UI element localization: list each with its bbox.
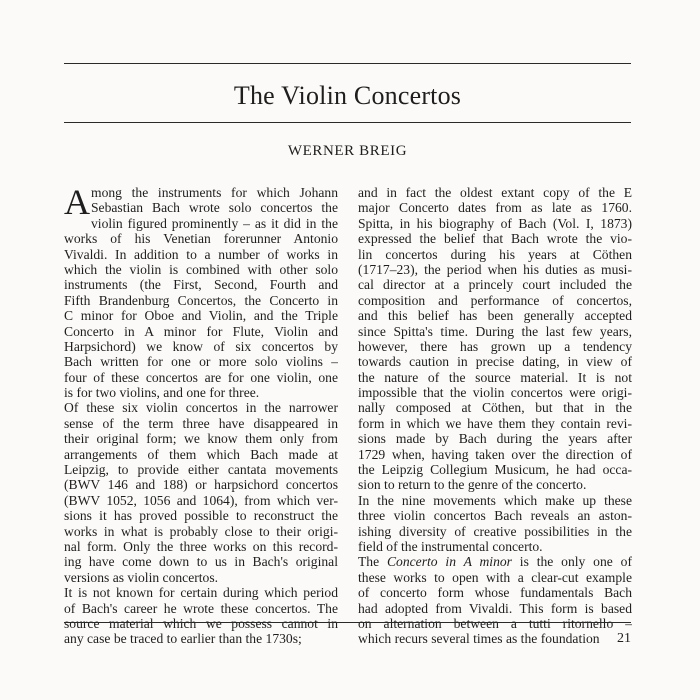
title-rule <box>64 122 631 123</box>
page-title: The Violin Concertos <box>233 81 462 110</box>
text-line: (BWV 1052, 1056 and 1064), from which ver- <box>64 492 338 508</box>
text-line: arrangements of them which Bach made at <box>64 446 338 462</box>
text-line: four of these concertos are for one violin, one <box>64 369 338 385</box>
text-line: Spitta, in his biography of Bach (Vol. I, 1873) <box>358 215 632 231</box>
text-line: (BWV 146 and 188) or harpsichord concertos <box>64 477 338 493</box>
work-title: Concerto in A minor <box>386 554 512 570</box>
text-line: which recurs several times as the foundation <box>358 631 600 647</box>
text-line: their original form; we know them only from <box>64 431 338 447</box>
text-line: Leipzig, to provide either cantata movements <box>64 462 338 478</box>
left-column <box>64 182 338 647</box>
text-line: It is not known for certain during which period <box>64 585 338 601</box>
page-number: 21 <box>617 631 631 646</box>
text-line: sion to return to the genre of the concerto. <box>358 477 587 493</box>
text-line: Sebastian Bach wrote solo concertos the <box>91 200 338 216</box>
text-line: three violin concertos Bach reveals an aston- <box>358 508 632 524</box>
text-line: mong the instruments for which Johann <box>91 185 338 200</box>
text-line: Of these six violin concertos in the narrower <box>64 400 338 416</box>
text-line: works in what is probably close to their origi- <box>64 523 338 539</box>
text-line: Vivaldi. In addition to a number of works in <box>64 246 338 262</box>
text-line: the nature of the source material. It is not <box>358 369 632 385</box>
text-line: nally composed at Cöthen, but that in the <box>358 400 632 416</box>
text-line: composition and performance of concertos, <box>358 292 632 308</box>
text-line: versions as violin concertos. <box>64 569 219 585</box>
author-name: WERNER BREIG <box>287 143 408 159</box>
text-line: towards caution in precise dating, in view of <box>358 354 632 370</box>
text-line: violin figured prominently – as it did in the <box>91 215 338 231</box>
text-line: form in which we have them they contain revi- <box>358 415 632 431</box>
text-line: sense of the term three have disappeared in <box>64 415 338 431</box>
text-line: Harpsichord) we know of six concertos by <box>64 338 338 354</box>
text-line: C minor for Oboe and Violin, and the Triple <box>64 308 338 324</box>
text-line: cal director at a princely court included the <box>358 277 632 293</box>
text-line: on alternation between a tutti ritornello – <box>358 615 632 631</box>
text-line: impossible that the violin concertos were origi- <box>358 385 632 401</box>
text-line: of Bach's career he wrote these concertos. The <box>64 600 338 616</box>
text-line: Bach written for one or more solo violins – <box>64 354 338 370</box>
text-line: of concerto form whose fundamentals Bach <box>358 585 632 601</box>
bottom-rule <box>64 622 631 623</box>
text-line: instruments (the First, Second, Fourth and <box>64 277 338 293</box>
text-line: these works to open with a clear-cut example <box>358 569 632 585</box>
text-line: works of his Venetian forerunner Antonio <box>64 231 338 247</box>
text-line: field of the instrumental concerto. <box>358 538 543 554</box>
text-line: is for two violins, and one for three. <box>64 385 260 401</box>
text-line: sions it has proved possible to reconstruct the <box>64 508 338 524</box>
text-line: ing have come down to us in Bach's original <box>64 554 338 570</box>
text-line: lin concertos during his years at Cöthen <box>358 246 632 262</box>
text-line: and in fact the oldest extant copy of the E <box>358 185 632 200</box>
right-column <box>358 185 632 647</box>
text-line: expressed the belief that Bach wrote the vio- <box>358 231 632 247</box>
text-line: sions made by Bach during the years after <box>358 431 632 447</box>
top-rule <box>64 63 631 64</box>
text-line: Concerto in A minor for Flute, Violin and <box>64 323 338 339</box>
text-line: source material which we possess cannot in <box>64 615 338 631</box>
text-line: In the nine movements which make up these <box>358 492 632 508</box>
text-line: major Concerto dates from as late as 1760. <box>358 200 632 216</box>
text-line: ishing diversity of creative possibilities in the <box>358 523 632 539</box>
text-line: the Leipzig Collegium Musicum, he had occa- <box>358 462 632 478</box>
text-line: The Concerto in A minor is the only one of <box>358 554 632 570</box>
text-line: and this belief has been generally accepted <box>358 308 632 324</box>
text-line: 1729 when, having taken over the direction of <box>358 446 632 462</box>
text-line: Fifth Brandenburg Concertos, the Concerto in <box>64 292 338 308</box>
drop-cap: A <box>64 182 90 222</box>
text-line: had adopted from Vivaldi. This form is based <box>358 600 632 616</box>
text-line: however, there has grown up a tendency <box>358 338 632 354</box>
text-line: (1717–23), the period when his duties as musi- <box>358 261 632 277</box>
text-line: nal form. Only the three works on this record- <box>64 538 338 554</box>
text-line: any case be traced to earlier than the 1730s; <box>64 631 302 647</box>
text-line: since Spitta's time. During the last few years, <box>358 323 632 339</box>
text-line: which the violin is combined with other solo <box>64 261 338 277</box>
